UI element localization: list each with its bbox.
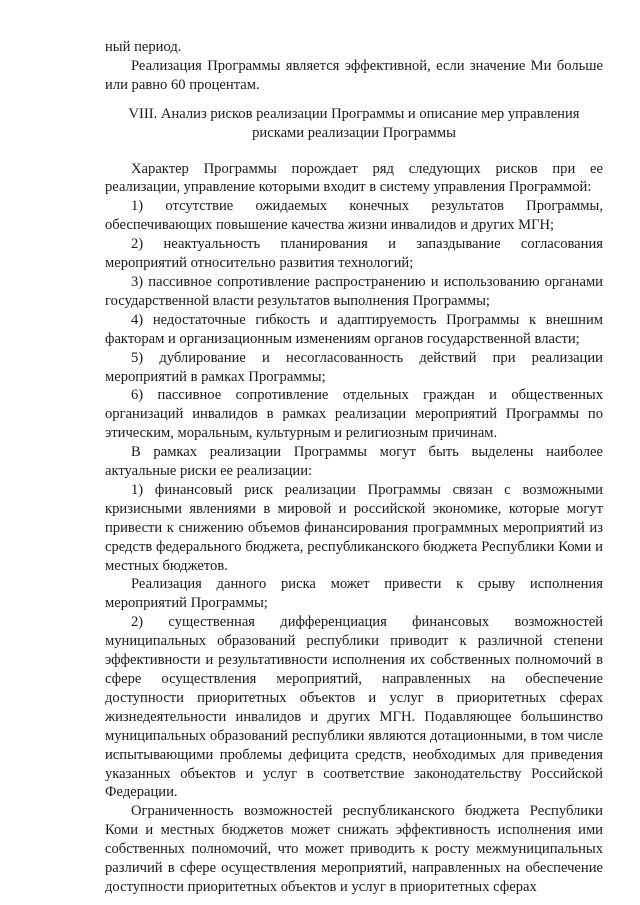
paragraph: Ограниченность возможностей республиканского бюджета Республики Коми и местных бюджетов может снижать эффективность исполнения ими собственных полномочий, что может приводить к росту межмуниципальных различий в сфере осуществления мероприятий, направленных на обеспечение доступности приоритетных объектов и услуг в приоритетных сферах <box>105 803 603 895</box>
list-item: 2) неактуальность планирования и запаздывание согласования мероприятий относительно развития технологий; <box>105 236 603 272</box>
paragraph: Характер Программы порождает ряд следующих рисков при ее реализации, управление которыми входит в систему управления Программой: <box>105 160 603 196</box>
list-item: 1) финансовый риск реализации Программы связан с возможными кризисными явлениями в мировой и российской экономике, которые могут привести к снижению объемов финансирования программных мероприятий из средств федерального бюджета, республиканского бюджета Республики Коми и местных бюджетов. <box>105 481 603 574</box>
paragraph: В рамках реализации Программы могут быть выделены наиболее актуальные риски ее реализации: <box>105 444 603 480</box>
list-item: 5) дублирование и несогласованность действий при реализации мероприятий в рамках Программы; <box>105 349 603 385</box>
list-item: 4) недостаточные гибкость и адаптируемость Программы к внешним факторам и организационным изменениям органов государственной власти; <box>105 311 603 347</box>
section-heading: VIII. Анализ рисков реализации Программы и описание мер управления рисками реализации Программы <box>128 105 580 141</box>
paragraph: Реализация данного риска может привести к срыву исполнения мероприятий Программы; <box>105 576 603 612</box>
list-item: 3) пассивное сопротивление распространению и использованию органами государственной власти результатов выполнения Программы; <box>105 273 603 309</box>
list-item: 6) пассивное сопротивление отдельных граждан и общественных организаций инвалидов в рамках реализации мероприятий Программы по этическим, моральным, культурным и религиозным причинам. <box>105 387 603 442</box>
list-item: 2) существенная дифференциация финансовых возможностей муниципальных образований республики приводит к различной степени эффективности и результативности исполнения их собственных полномочий в сфере осуществления мероприятий, направленных на обеспечение доступности приоритетных объектов и услуг в приоритетных сферах жизнедеятельности инвалидов и других МГН. Подавляющее большинство муниципальных образований республики являются дотационными, в том числе испытывающими проблемы дефицита средств, необходимых для приведения указанных объектов и услуг в соответствие законодательству Российской Федерации. <box>105 614 603 801</box>
paragraph: ный период. <box>105 39 182 55</box>
document-page <box>105 38 603 897</box>
list-item: 1) отсутствие ожидаемых конечных результатов Программы, обеспечивающих повышение качества жизни инвалидов и других МГН; <box>105 198 603 234</box>
paragraph: Реализация Программы является эффективной, если значение Ми больше или равно 60 процентам. <box>105 57 603 93</box>
